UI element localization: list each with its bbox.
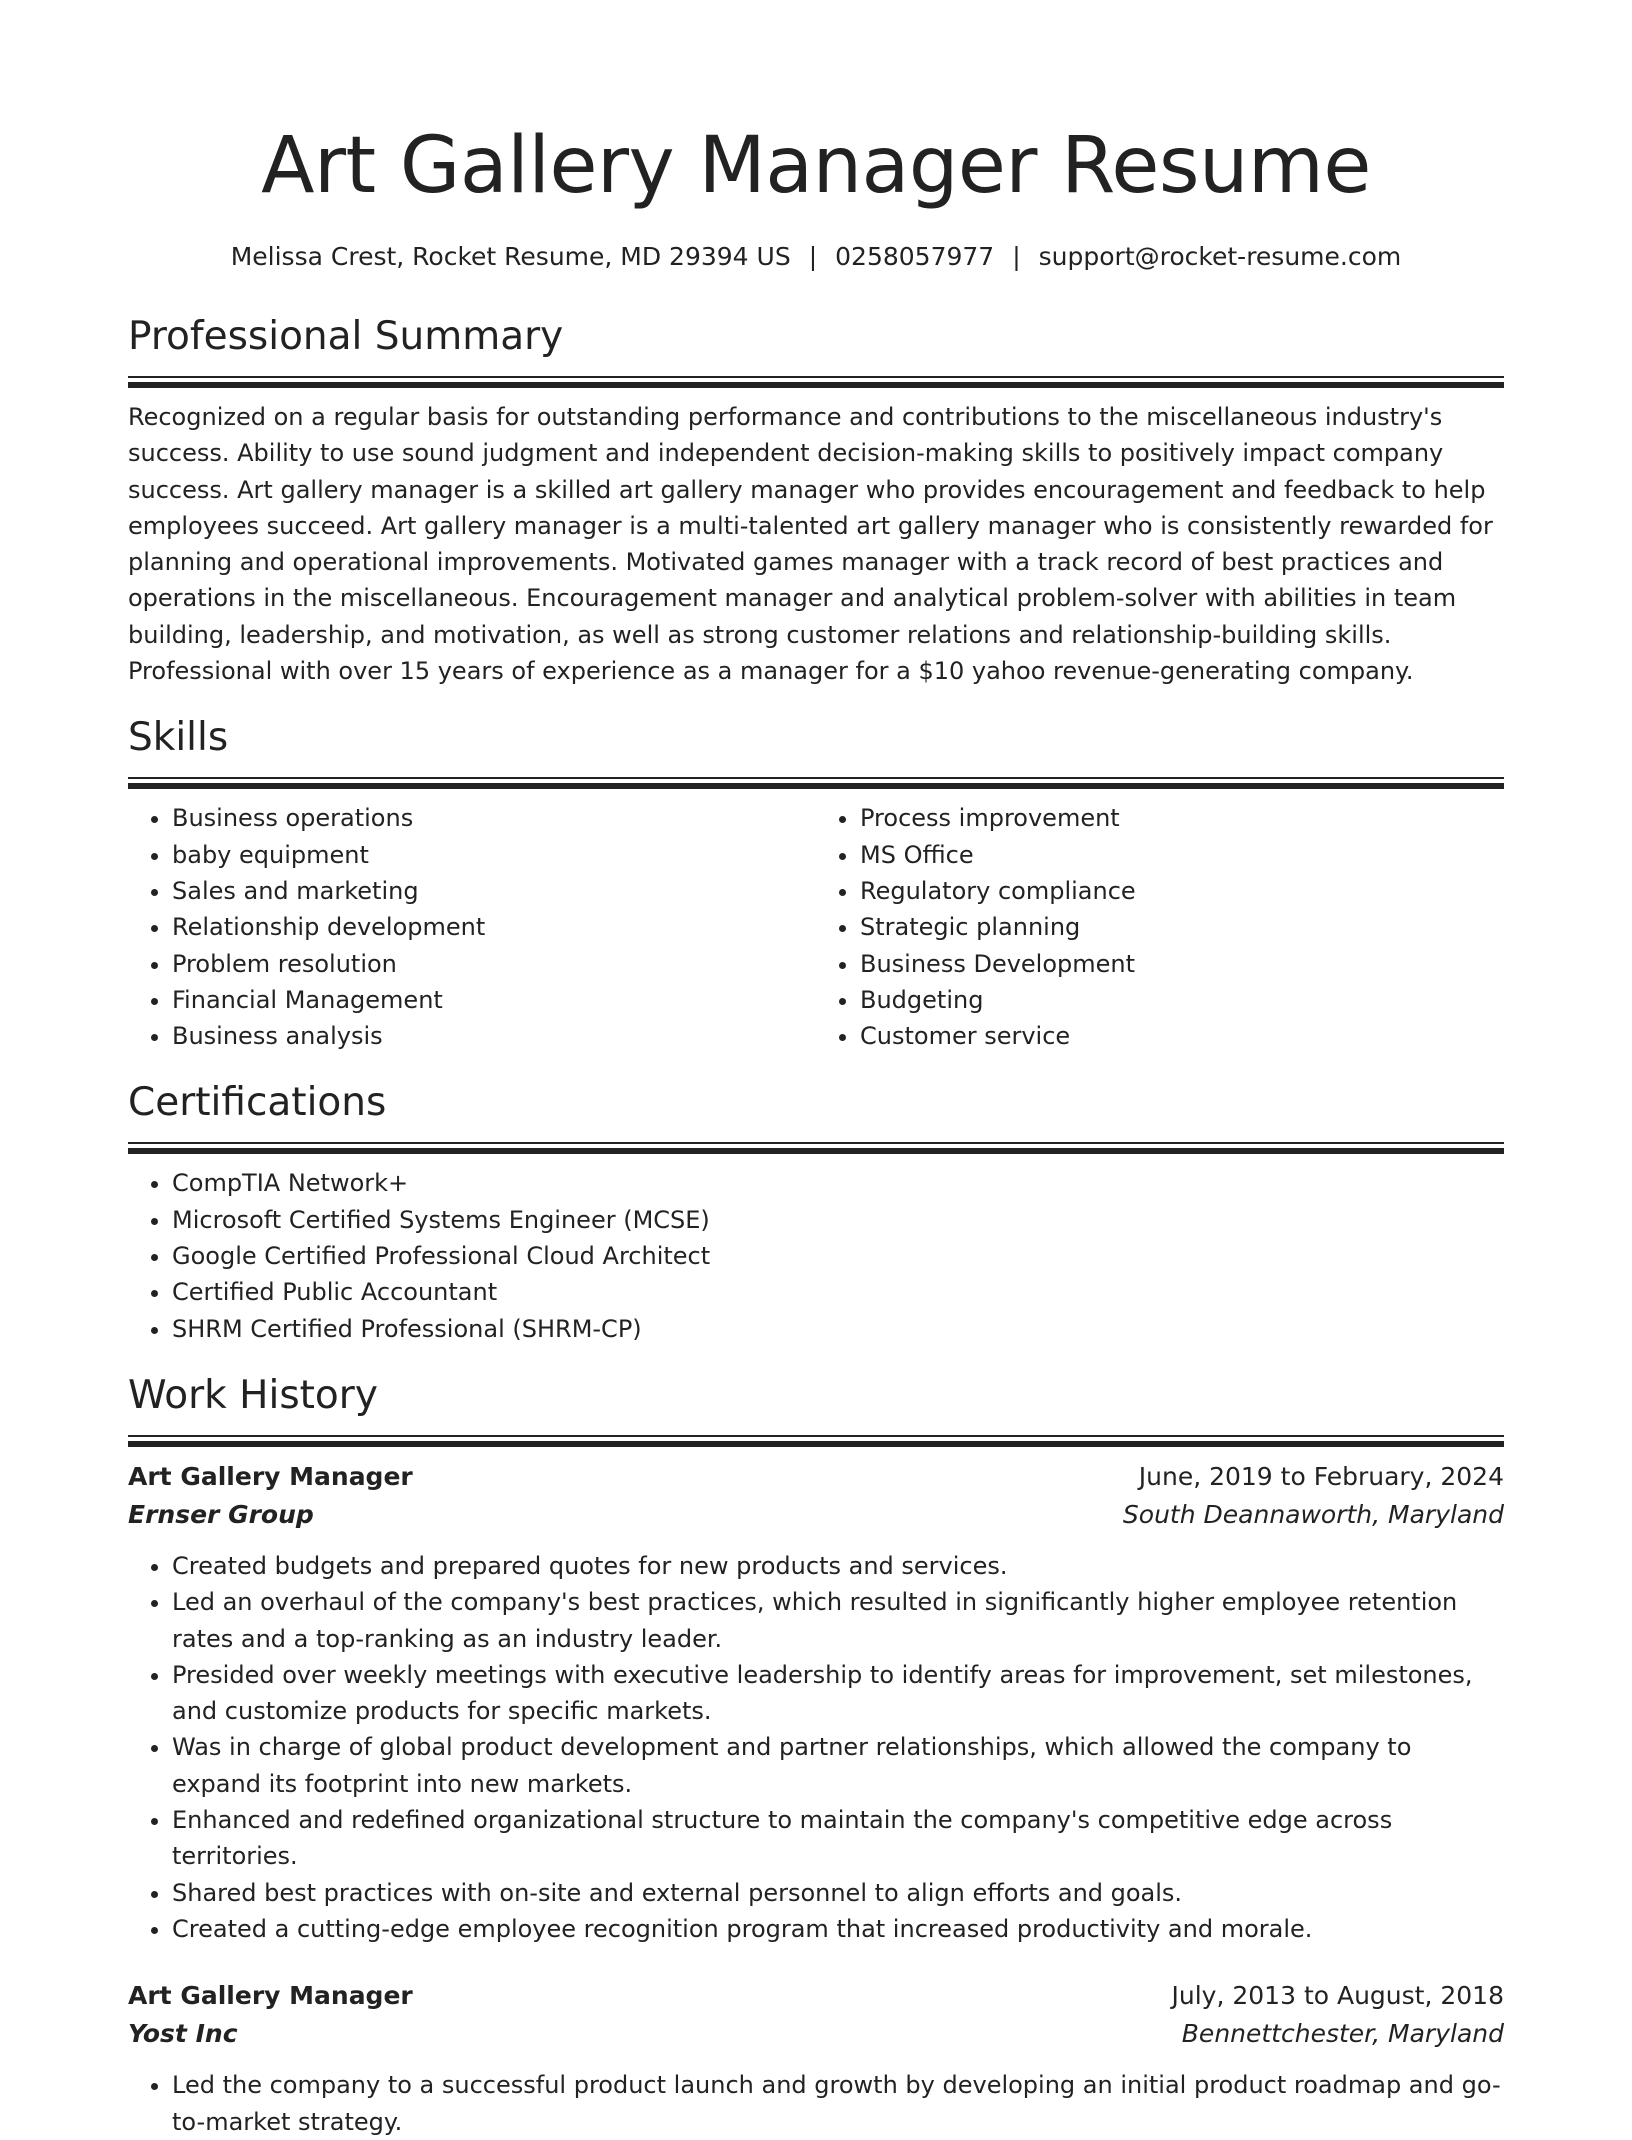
contact-address: Melissa Crest, Rocket Resume, MD 29394 US	[230, 242, 791, 271]
job-header-row	[128, 1977, 1504, 2015]
skills-list-right	[816, 800, 1504, 1054]
list-item: • Relationship development	[172, 909, 816, 945]
resume-title: Art Gallery Manager Resume	[261, 121, 1371, 211]
section-heading-skills: Skills	[128, 715, 229, 761]
list-item: • Enhanced and redefined organizational structure to maintain the company's competitive edge across territories.	[172, 1802, 1504, 1875]
list-item: • SHRM Certified Professional (SHRM-CP)	[172, 1311, 1504, 1347]
job-entry	[128, 1458, 1504, 1947]
list-item: • Presided over weekly meetings with executive leadership to identify areas for improvement, set milestones, and customize products for specific markets.	[172, 1657, 1504, 1730]
job-title: Art Gallery Manager	[128, 1981, 413, 2011]
job-company: Yost Inc	[128, 2019, 238, 2049]
contact-line	[128, 240, 1504, 274]
list-item: • baby equipment	[172, 837, 816, 873]
skills-section	[128, 713, 1504, 1054]
list-item: • Business operations	[172, 800, 816, 836]
list-item: • Certified Public Accountant	[172, 1274, 1504, 1310]
contact-email: support@rocket-resume.com	[1038, 242, 1402, 271]
jobs-list	[128, 1458, 1504, 2140]
section-divider	[128, 1435, 1504, 1446]
section-divider	[128, 1142, 1504, 1153]
job-bullets	[128, 2067, 1504, 2140]
contact-separator: |	[808, 242, 818, 271]
list-item: • Process improvement	[860, 800, 1504, 836]
section-heading-certifications: Certifications	[128, 1080, 387, 1126]
section-divider	[128, 777, 1504, 788]
contact-phone: 0258057977	[835, 242, 995, 271]
list-item: • Regulatory compliance	[860, 873, 1504, 909]
list-item: • Strategic planning	[860, 909, 1504, 945]
work-history-section	[128, 1371, 1504, 2140]
job-dates: July, 2013 to August, 2018	[1171, 1981, 1504, 2011]
list-item: • Created a cutting-edge employee recognition program that increased productivity and morale.	[172, 1911, 1504, 1947]
section-heading-summary: Professional Summary	[128, 314, 564, 359]
list-item: • Led the company to a successful product launch and growth by developing an initial product roadmap and go-to-market strategy.	[172, 2067, 1504, 2140]
job-company-row	[128, 1496, 1504, 1534]
list-item: • MS Office	[860, 837, 1504, 873]
contact-separator: |	[1012, 242, 1021, 271]
list-item: • Business Development	[860, 946, 1504, 982]
list-item: • Microsoft Certified Systems Engineer (MCSE)	[172, 1202, 1504, 1238]
job-company-row	[128, 2015, 1504, 2053]
list-item: • Was in charge of global product development and partner relationships, which allowed the company to expand its footprint into new markets.	[172, 1729, 1504, 1802]
job-entry	[128, 1977, 1504, 2140]
list-item: • Business analysis	[172, 1018, 816, 1054]
list-item: • Created budgets and prepared quotes for new products and services.	[172, 1548, 1504, 1584]
list-item: • Sales and marketing	[172, 873, 816, 909]
summary-section	[128, 312, 1504, 689]
section-divider	[128, 376, 1504, 387]
job-company: Ernser Group	[128, 1499, 314, 1529]
skills-column-left	[128, 800, 816, 1054]
list-item: • CompTIA Network+	[172, 1165, 1504, 1201]
skills-column-right	[816, 800, 1504, 1054]
job-header-row	[128, 1458, 1504, 1496]
section-heading-work-history: Work History	[128, 1372, 378, 1418]
job-bullets	[128, 1548, 1504, 1947]
job-title: Art Gallery Manager	[128, 1461, 413, 1491]
job-location: South Deannaworth, Maryland	[1122, 1499, 1504, 1529]
list-item: • Shared best practices with on-site and external personnel to align efforts and goals.	[172, 1875, 1504, 1911]
list-item: • Financial Management	[172, 982, 816, 1018]
skills-grid	[128, 800, 1504, 1054]
list-item: • Google Certified Professional Cloud Architect	[172, 1238, 1504, 1274]
skills-list-left	[128, 800, 816, 1054]
summary-text: Recognized on a regular basis for outstanding performance and contributions to the miscellaneous industry's success. Ability to use sound judgment and independent decision-making skills to positively impact company success. Art gallery manager is a skilled art gallery manager who provides encouragement and feedback to help employees succeed. Art gallery manager is a multi-talented art gallery manager who is consistently rewarded for planning and operational improvements. Motivated games manager with a track record of best practices and operations in the miscellaneous. Encouragement manager and analytical problem-solver with abilities in team building, leadership, and motivation, as well as strong customer relations and relationship-building skills. Professional with over 15 years of experience as a manager for a $10 yahoo revenue-generating company.	[128, 403, 1493, 686]
job-dates: June, 2019 to February, 2024	[1138, 1461, 1504, 1491]
certifications-list	[128, 1165, 1504, 1346]
list-item: • Budgeting	[860, 982, 1504, 1018]
list-item: • Led an overhaul of the company's best practices, which resulted in significantly higher employee retention rates and a top-ranking as an industry leader.	[172, 1584, 1504, 1657]
list-item: • Customer service	[860, 1018, 1504, 1054]
list-item: • Problem resolution	[172, 946, 816, 982]
job-location: Bennettchester, Maryland	[1181, 2019, 1504, 2049]
certifications-section	[128, 1078, 1504, 1346]
